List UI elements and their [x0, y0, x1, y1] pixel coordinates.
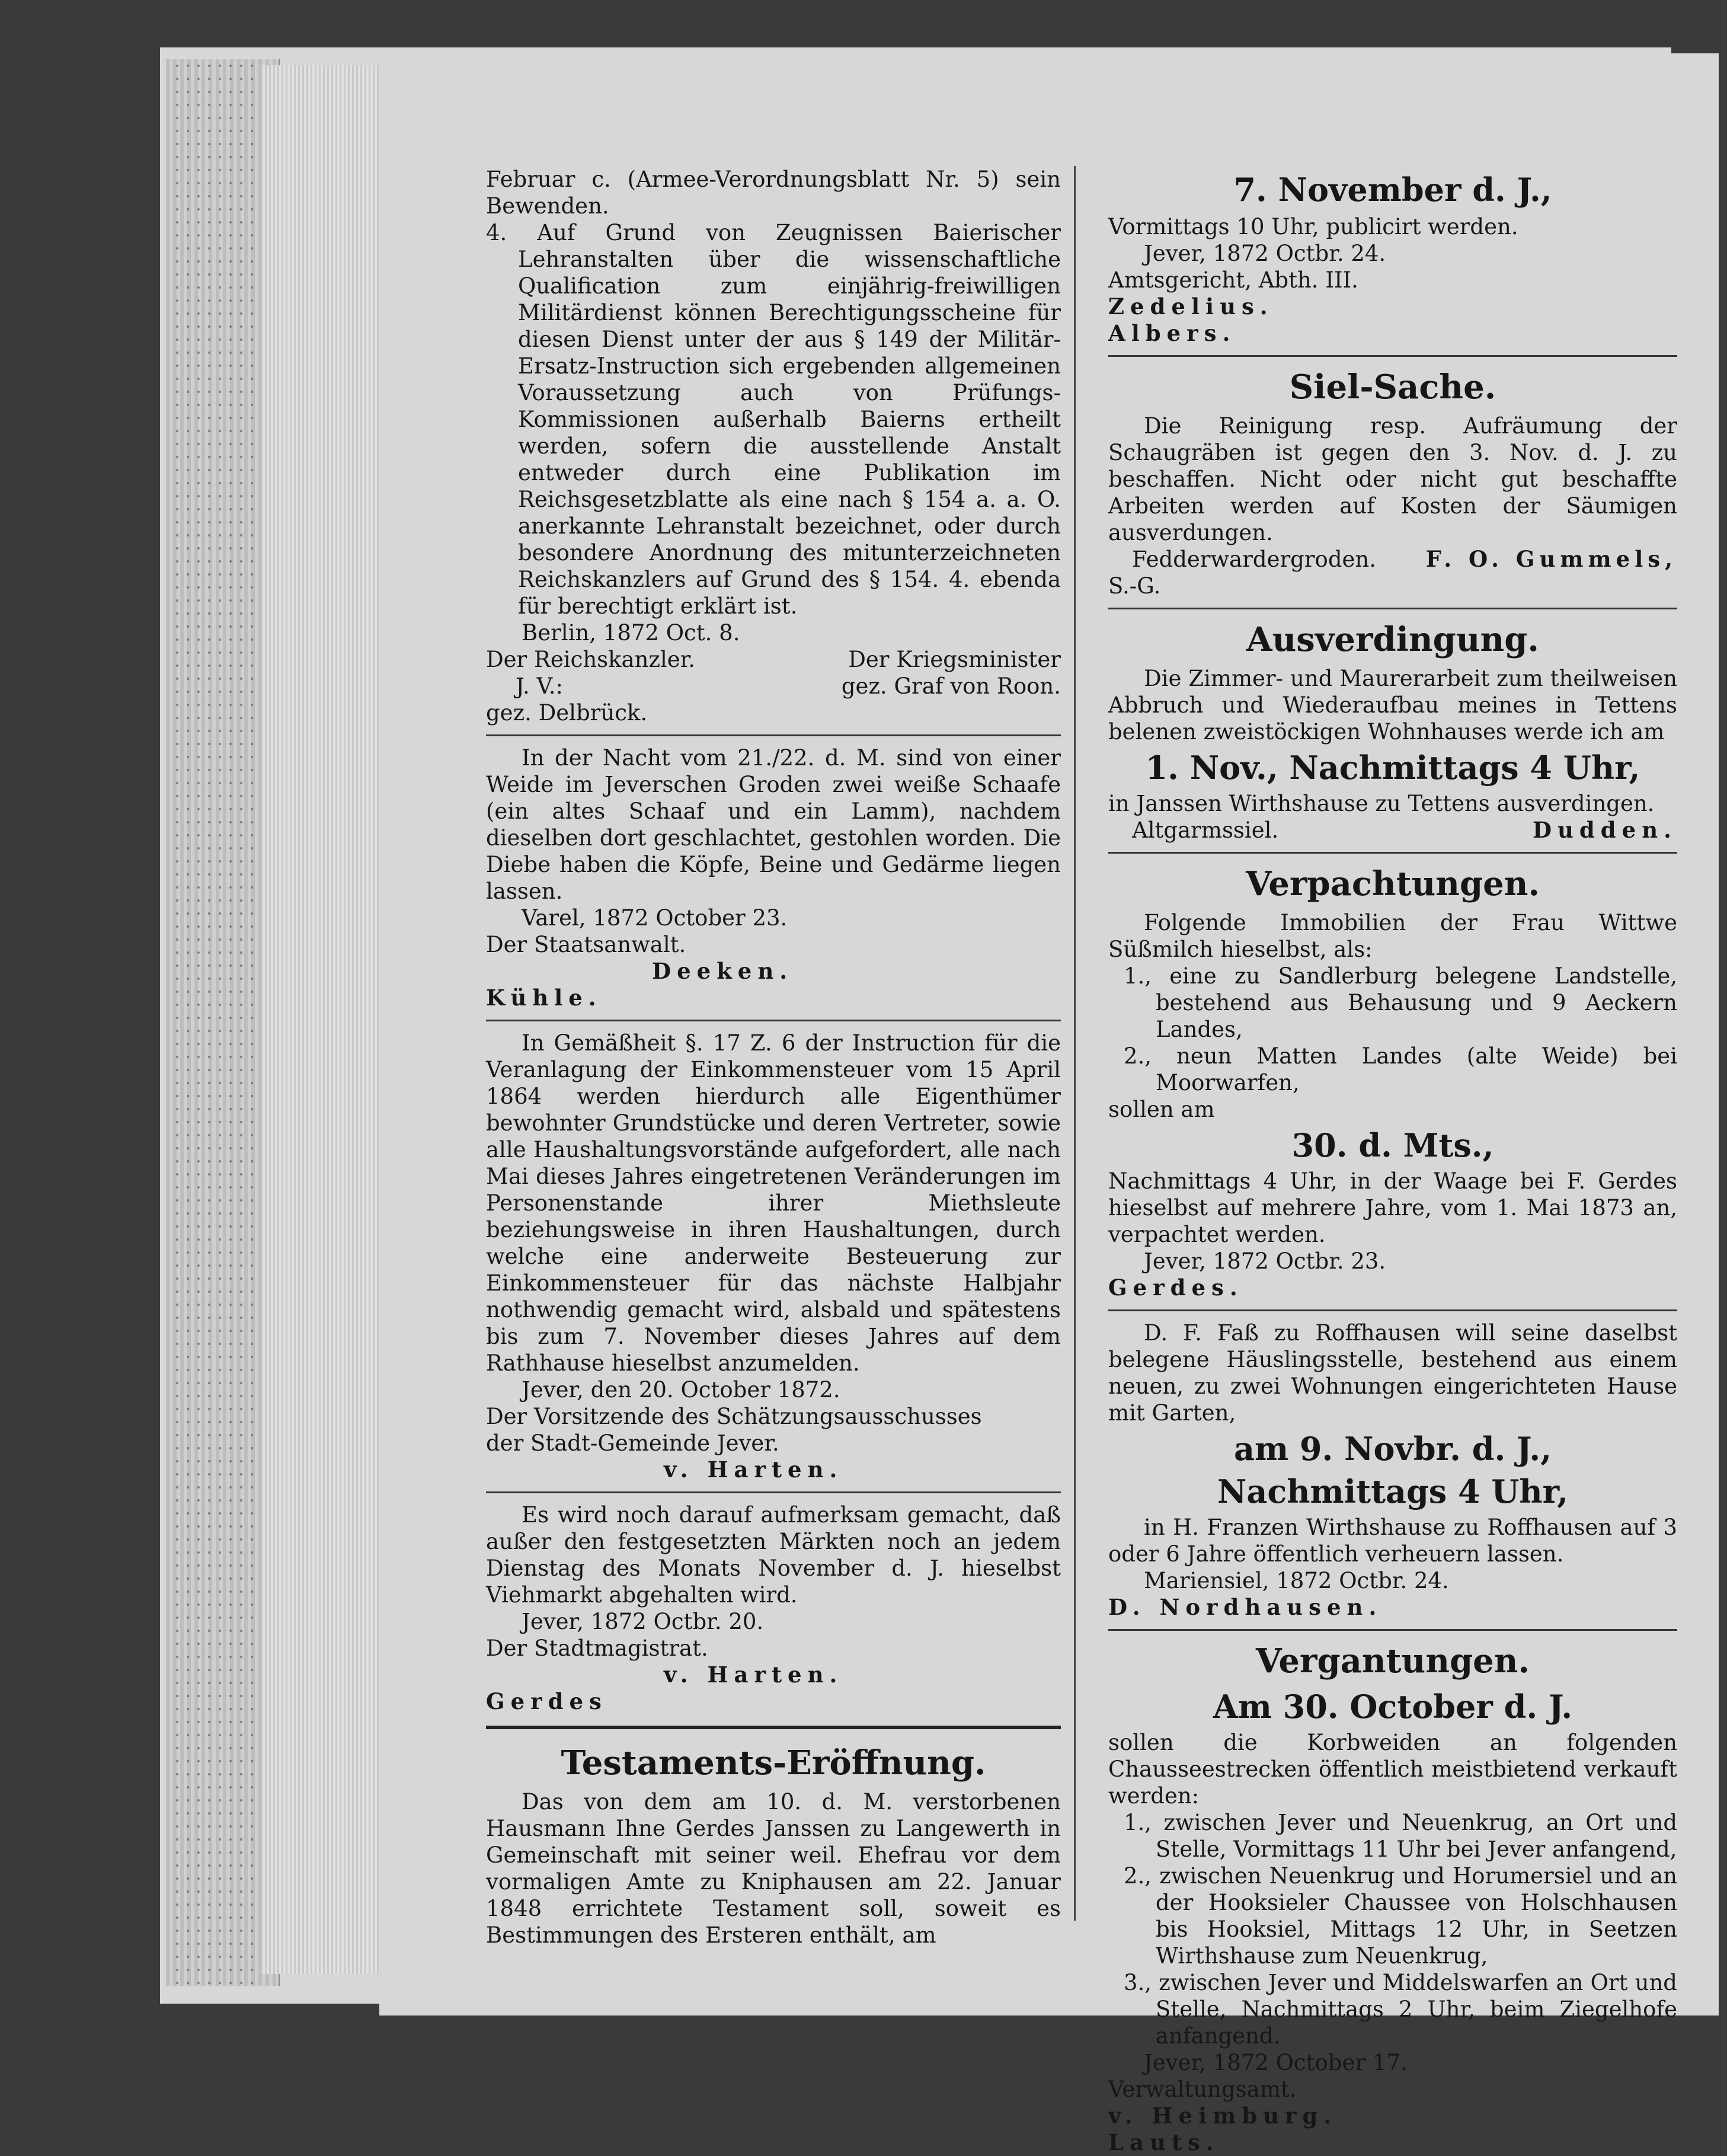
right-column [1108, 166, 1677, 2156]
ausverdingung-date: 1. Nov., Nachmittags 4 Uhr, [1145, 749, 1640, 787]
siel-place: Fedderwardergroden. [1132, 547, 1377, 572]
vergantungen-heading: Vergantungen. [1256, 1641, 1530, 1681]
vergantungen-item-3: 3., zwischen Jever und Middelswarfen an Ort und Stelle, Nachmittags 2 Uhr, beim Ziegelhofe anfangend. [1124, 1970, 1677, 2049]
separator-rule [1108, 852, 1677, 854]
verpachtungen-date: 30. d. Mts., [1291, 1126, 1494, 1164]
siel-heading: Siel-Sache. [1289, 368, 1496, 407]
fass-text: D. F. Faß zu Roffhausen will seine daselbst belegene Häuslingsstelle, bestehend aus einem neuen, zu zwei Wohnungen eingerichteten Hause mit Garten, [1108, 1320, 1677, 1426]
theft-name: Deeken. [652, 958, 794, 984]
testament-counter: Albers. [1108, 320, 1236, 346]
fass-date: am 9. Novbr. d. J., [1233, 1430, 1552, 1468]
separator-rule [1108, 1309, 1677, 1311]
theft-place-date: Varel, 1872 October 23. [522, 905, 788, 931]
verpachtungen-item-1: 1., eine zu Sandlerburg belegene Landstelle, bestehend aus Behausung und 9 Aeckern Landes, [1124, 963, 1677, 1042]
column-divider [1074, 166, 1076, 1921]
testament-notice [486, 1741, 1061, 1949]
sig-delbrueck: gez. Delbrück. [486, 700, 648, 726]
theft-text: In der Nacht vom 21./22. d. M. sind von einer Weide im Jeverschen Groden zwei weiße Schaafe (ein altes Schaaf und ein Lamm), nachdem dieselben dort geschlachtet, gestohlen worden. Die Diebe haben die Köpfe, Beine und Gedärme liegen lassen. [486, 745, 1061, 904]
tax-notice [486, 1030, 1061, 1483]
siel-text: Die Reinigung resp. Aufräumung der Schaugräben ist gegen den 3. Nov. d. J. zu beschaffen. Nicht oder nicht gut beschaffte Arbeiten werden auf Kosten der Säumigen ausverdungen. [1108, 413, 1677, 545]
ausverdingung-heading: Ausverdingung. [1246, 620, 1539, 659]
sig-jv: J. V.: [516, 673, 563, 699]
army-signatures-1 [486, 646, 1061, 673]
theft-counter: Kühle. [486, 985, 602, 1011]
vergantungen-item-2: 2., zwischen Neuenkrug und Horumersiel und an der Hooksieler Chaussee von Holschhausen bis Hooksiel, Mittags 12 Uhr, in Seetzen Wirthshause zum Neuenkrug, [1124, 1863, 1677, 1969]
army-place-date: Berlin, 1872 Oct. 8. [522, 620, 740, 646]
verpachtungen-name: Gerdes. [1108, 1275, 1243, 1301]
testament-place-date: Jever, 1872 Octbr. 24. [1144, 241, 1386, 266]
siel-notice [1108, 365, 1677, 599]
page-stack [261, 65, 397, 1974]
theft-notice [486, 745, 1061, 1011]
tax-office-2: der Stadt-Gemeinde Jever. [486, 1430, 779, 1456]
verpachtungen-intro: Folgende Immobilien der Frau Wittwe Süßmilch hieselbst, als: [1108, 910, 1677, 962]
left-column [486, 166, 1061, 1949]
army-line-1: Februar c. (Armee-Verordnungsblatt Nr. 5) sein Bewenden. [486, 167, 1061, 219]
vergantungen-place-date: Jever, 1872 October 17. [1144, 2050, 1408, 2075]
testament-office: Amtsgericht, Abth. III. [1108, 267, 1358, 293]
market-notice [486, 1502, 1061, 1715]
fass-time: Nachmittags 4 Uhr, [1217, 1473, 1569, 1510]
verpachtungen-text: Nachmittags 4 Uhr, in der Waage bei F. Gerdes hieselbst auf mehrere Jahre, vom 1. Mai 1873 an, verpachtet werden. [1108, 1168, 1677, 1247]
verpachtungen-heading: Verpachtungen. [1246, 864, 1540, 903]
sig-kriegsminister: Der Kriegsminister [848, 647, 1061, 672]
siel-signature-row [1108, 546, 1677, 573]
separator-rule [1108, 608, 1677, 609]
fass-place-date: Mariensiel, 1872 Octbr. 24. [1144, 1568, 1449, 1593]
fass-name: D. Nordhausen. [1108, 1594, 1383, 1620]
theft-office: Der Staatsanwalt. [486, 932, 686, 957]
vergantungen-date: Am 30. October d. J. [1213, 1688, 1573, 1726]
tax-office-1: Der Vorsitzende des Schätzungsausschusses [486, 1404, 982, 1429]
ausverdingung-place-line: in Janssen Wirthshause zu Tettens ausverdingen. [1108, 791, 1655, 816]
vergantungen-intro: sollen die Korbweiden an folgenden Chausseestrecken öffentlich meistbietend verkauft werden: [1108, 1730, 1677, 1809]
testament-heading: Testaments-Eröffnung. [561, 1743, 986, 1783]
testament-date: 7. November d. J., [1233, 171, 1552, 209]
siel-title: S.-G. [1108, 573, 1161, 599]
testament-continued [1108, 170, 1677, 347]
vergantungen-notice [1108, 1639, 1677, 2156]
ausverdingung-place: Altgarmssiel. [1132, 817, 1279, 843]
fass-notice [1108, 1320, 1677, 1621]
verpachtungen-soll: sollen am [1108, 1097, 1215, 1122]
separator-rule [486, 1020, 1061, 1021]
separator-rule [1108, 355, 1677, 357]
testament-time-line: Vormittags 10 Uhr, publicirt werden. [1108, 214, 1518, 239]
fass-text-2: in H. Franzen Wirthshause zu Roffhausen auf 3 oder 6 Jahre öffentlich verheuern lassen. [1108, 1515, 1677, 1567]
market-text: Es wird noch darauf aufmerksam gemacht, daß außer den festgesetzten Märkten noch an jedem Dienstag des Monats November d. J. hieselbst Viehmarkt abgehalten wird. [486, 1502, 1061, 1608]
tax-name: v. Harten. [664, 1457, 843, 1483]
market-place-date: Jever, 1872 Octbr. 20. [522, 1609, 764, 1634]
tax-place-date: Jever, den 20. October 1872. [522, 1377, 840, 1403]
verpachtungen-item-2: 2., neun Matten Landes (alte Weide) bei Moorwarfen, [1124, 1043, 1677, 1095]
testament-name: Zedelius. [1108, 293, 1274, 320]
tax-text: In Gemäßheit §. 17 Z. 6 der Instruction für die Veranlagung der Einkommensteuer vom 15 April 1864 werden hierdurch alle Eigenthümer bewohnter Grundstücke und deren Vertreter, sowie alle Haushaltungsvorstände aufgefordert, alle nach Mai dieses Jahres eingetretenen Veränderungen im Personenstande ihrer Miethsleute beziehungsweise in ihren Haushaltungen, durch welche eine anderweite Besteuerung zur Einkommensteuer für das nächste Halbjahr nothwendig gemacht wird, alsbald und spätestens bis zum 7. November dieses Jahres auf dem Rathhause hieselbst anzumelden. [486, 1030, 1061, 1376]
separator-rule [486, 734, 1061, 736]
sig-reichskanzler: Der Reichskanzler. [486, 647, 696, 672]
market-name: v. Harten. [664, 1662, 843, 1688]
army-signatures-2 [486, 673, 1061, 699]
ausverdingung-notice [1108, 618, 1677, 844]
market-counter: Gerdes [486, 1688, 607, 1714]
army-notice [486, 166, 1061, 726]
testament-text: Das von dem am 10. d. M. verstorbenen Hausmann Ihne Gerdes Janssen zu Langewerth in Gemeinschaft mit seiner weil. Ehefrau vor dem vormaligen Amte zu Kniphausen am 22. Januar 1848 errichtete Testament soll, soweit es Bestimmungen des Ersteren enthält, am [486, 1789, 1061, 1948]
army-point-4: 4. Auf Grund von Zeugnissen Baierischer Lehranstalten über die wissenschaftliche Qualification zum einjährig-freiwilligen Militärdienst können Berechtigungsscheine für diesen Dienst unter der aus § 149 der Militär-Ersatz-Instruction sich ergebenden allgemeinen Voraussetzung auch von Prüfungs-Kommissionen außerhalb Baierns ertheilt werden, sofern die ausstellende Anstalt entweder durch eine Publikation im Reichsgesetzblatte als eine nach § 154 a. a. O. anerkannte Lehranstalt bezeichnet, oder durch besondere Anordnung des mitunterzeichneten Reichskanzlers auf Grund des § 154. 4. ebenda für berechtigt erklärt ist. [486, 220, 1061, 619]
ausverdingung-text: Die Zimmer- und Maurerarbeit zum theilweisen Abbruch und Wiederaufbau meines in Tettens belenen zweistöckigen Wohnhauses werde ich am [1108, 666, 1677, 745]
verpachtungen-notice [1108, 862, 1677, 1301]
siel-name: F. O. Gummels, [1425, 546, 1677, 572]
vergantungen-counter: Lauts. [1108, 2129, 1220, 2155]
separator-rule [486, 1491, 1061, 1493]
ausverdingung-signature-row [1108, 817, 1677, 844]
ausverdingung-name: Dudden. [1532, 817, 1677, 843]
vergantungen-item-1: 1., zwischen Jever und Neuenkrug, an Ort und Stelle, Vormittags 11 Uhr bei Jever anfangend, [1124, 1810, 1677, 1862]
vergantungen-name: v. Heimburg. [1108, 2103, 1338, 2129]
market-office: Der Stadtmagistrat. [486, 1636, 708, 1661]
vergantungen-office: Verwaltungsamt. [1108, 2077, 1297, 2102]
separator-rule [1108, 1629, 1677, 1631]
verpachtungen-place-date: Jever, 1872 Octbr. 23. [1144, 1248, 1386, 1274]
speckled-edge [172, 59, 261, 1986]
separator-thick-rule [486, 1726, 1061, 1729]
sig-roon: gez. Graf von Roon. [841, 673, 1061, 699]
